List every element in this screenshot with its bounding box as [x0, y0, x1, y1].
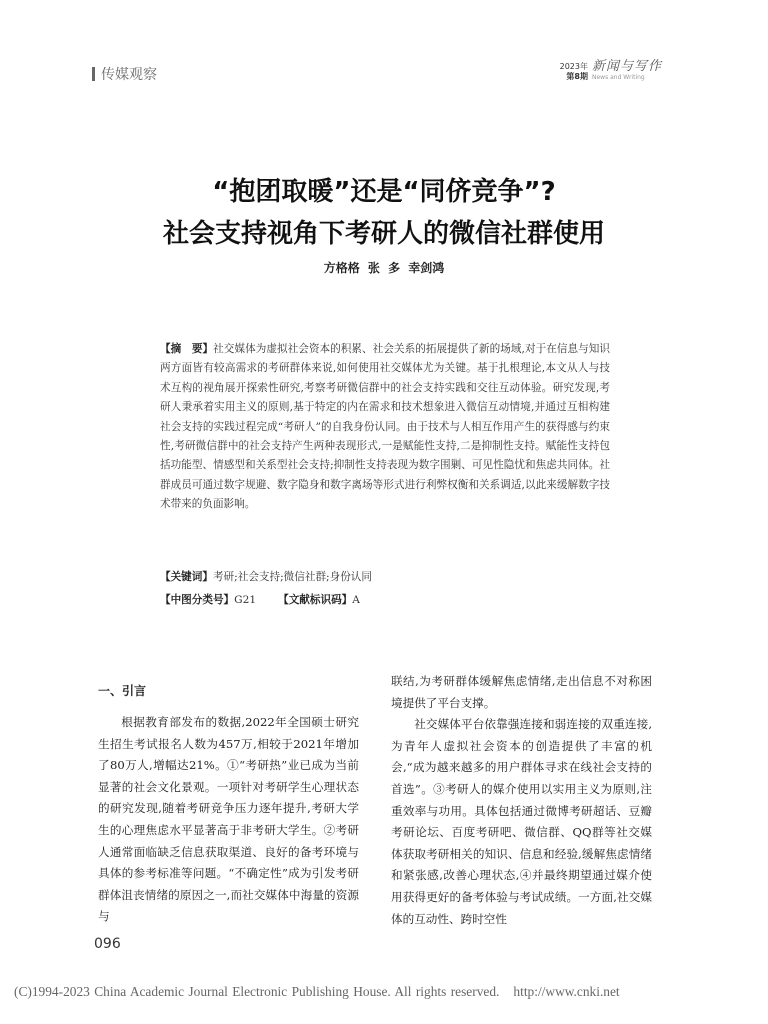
section-label [92, 64, 157, 84]
keywords [160, 569, 610, 584]
article-authors: 方格格 张 多 幸剑鸿 [323, 261, 445, 275]
body-paragraph: 社交媒体平台依靠强连接和弱连接的双重连接,为青年人虚拟社会资本的创造提供了丰富的机会,“成为越来越多的用户群体寻求在线社会支持的首选”。③考研人的媒介使用以实用主义为原则,注重效率与功用。具体包括通过微博考研超话、豆瓣考研论坛、百度考研吧、微信群、QQ群等社交媒体获取考研相关的知识、信息和经验,缓解焦虑情绪和紧张感,改善心理状态,④并最终期望通过媒介使用获得更好的备考体验与考试成绩。一方面,社交媒体的互动性、跨时空性 [391, 717, 652, 926]
keywords-text: 考研;社会支持;微信社群;身份认同 [212, 571, 372, 583]
abstract-label: 【摘 要】 [160, 343, 214, 355]
doc-code-value: A [352, 594, 360, 606]
clc-value: G21 [234, 594, 257, 606]
copyright-text: (C)1994-2023 China Academic Journal Electronic Publishing House. All rights reserved. [14, 984, 500, 999]
body-column-left [98, 680, 359, 928]
article-title-line1: “抱团取暖”还是“同侪竞争”? [212, 177, 556, 207]
abstract-text: 社交媒体为虚拟社会资本的积累、社会关系的拓展提供了新的场域,对于在信息与知识两方面皆有较高需求的考研群体来说,如何使用社交媒体尤为关键。基于扎根理论,本文从人与技术互构的视角展开探索性研究,考察考研微信群中的社会支持实践和交往互动体验。研究发现,考研人秉承着实用主义的原则,基于特定的内在需求和技术想象进入微信互动情境,并通过互相构建社会支持的实践过程完成“考研人”的自我身份认同。由于技术与人相互作用产生的获得感与约束性,考研微信群中的社会支持产生两种表现形式,一是赋能性支持,二是抑制性支持。赋能性支持包括功能型、情感型和关系型社会支持;抑制性支持表现为数字围剿、可见性隐忧和焦虑共同体。社群成员可通过数字规避、数字隐身和数字离场等形式进行利弊权衡和关系调适,以此来缓解数字技术带来的负面影响。 [160, 343, 610, 511]
page-number: 096 [94, 936, 121, 952]
doc-code-label: 【文献标识码】 [278, 594, 353, 606]
article-title-line2: 社会支持视角下考研人的微信社群使用 [162, 219, 605, 249]
body-paragraph: 联结,为考研群体缓解焦虑情绪,走出信息不对称困境提供了平台支撑。 [391, 674, 652, 710]
clc-label: 【中图分类号】 [160, 594, 235, 606]
body-paragraph: 根据教育部发布的数据,2022年全国硕士研究生招生考试报名人数为457万,相较于2021年增加了80万人,增幅达21%。①“考研热”业已成为当前显著的社会文化景观。一项针对考研学生心理状态的研究发现,随着考研竞争压力逐年提升,考研大学生的心理焦虑水平显著高于非考研大学生。②考研人通常面临缺乏信息获取渠道、良好的备考环境与具体的参考标准等问题。“不确定性”成为引发考研群体沮丧情绪的原因之一,而社交媒体中海量的资源与 [98, 715, 359, 924]
journal-name-en: News and Writing [591, 74, 645, 81]
classification [160, 592, 610, 607]
journal-logo [592, 60, 662, 82]
body-column-right [391, 671, 652, 930]
keywords-label: 【关键词】 [160, 571, 213, 583]
copyright-footer [14, 984, 620, 1000]
section-name: 传媒观察 [101, 67, 157, 83]
issue-number: 第8期 [566, 72, 588, 81]
issue-year: 2023年 [559, 62, 588, 71]
issue-info [560, 62, 588, 82]
section-bar [92, 67, 95, 81]
section-heading: 一、引言 [98, 684, 147, 698]
cnki-link[interactable]: http://www.cnki.net [513, 984, 620, 999]
abstract [160, 340, 610, 515]
journal-name: 新闻与写作 [591, 59, 662, 74]
journal-header [560, 60, 662, 82]
